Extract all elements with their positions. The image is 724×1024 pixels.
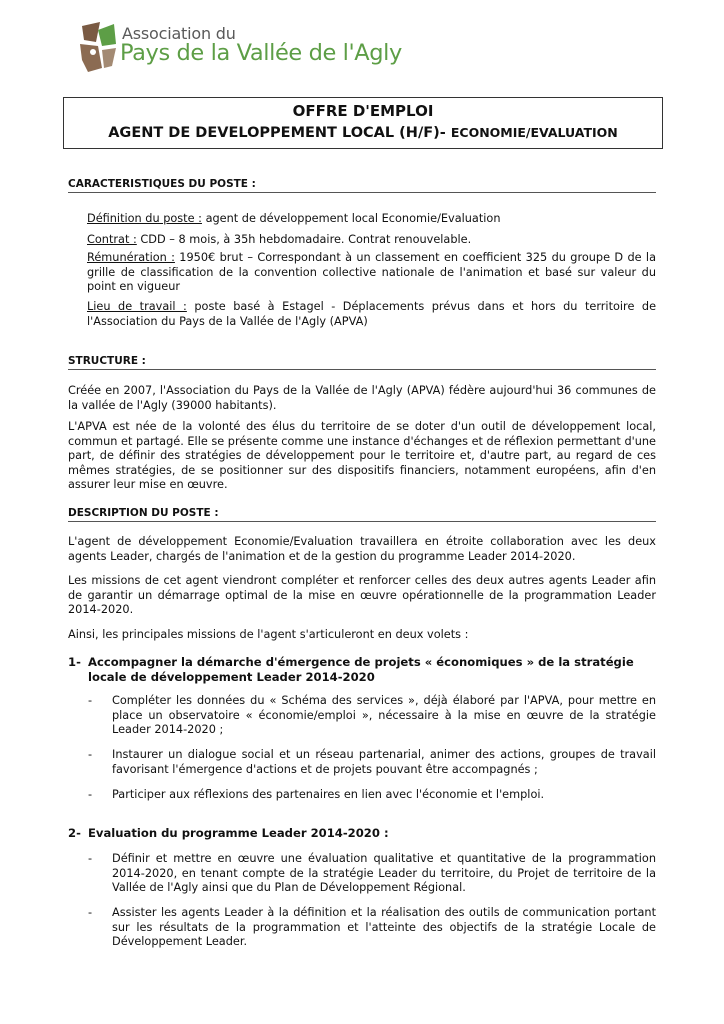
volet-1-title: Accompagner la démarche d'émergence de projets « économiques » de la stratégie locale de développement Leader 2014-2020 bbox=[88, 655, 634, 684]
logo-mark-icon bbox=[76, 20, 120, 74]
list-item-text: Instaurer un dialogue social et un réseau partenarial, animer des actions, groupes de travail favorisant l'émergence d'actions et de projets pouvant être accompagnés ; bbox=[112, 748, 656, 776]
bullet-dash: - bbox=[88, 748, 93, 761]
contrat-label: Contrat : bbox=[87, 233, 137, 246]
section-heading-description: DESCRIPTION DU POSTE : bbox=[68, 507, 656, 522]
bullet-dash: - bbox=[88, 906, 93, 919]
list-item-text: Assister les agents Leader à la définition et la réalisation des outils de communication portant sur les résultats de la programmation et l'atteinte des objectifs de la stratégie Locale de Développement Leader. bbox=[112, 906, 656, 949]
list-item bbox=[88, 788, 656, 803]
remuneration-line bbox=[87, 251, 656, 295]
lieu-value: poste basé à Estagel - Déplacements prévus dans et hors du territoire de l'Association du Pays de la Vallée de l'Agly (APVA) bbox=[87, 300, 657, 328]
lieu-label: Lieu de travail : bbox=[87, 300, 187, 313]
list-item bbox=[88, 748, 656, 778]
bullet-dash: - bbox=[88, 788, 93, 801]
description-paragraph-3: Ainsi, les principales missions de l'agent s'articuleront en deux volets : bbox=[68, 628, 469, 641]
description-paragraph-1: L'agent de développement Economie/Evaluation travaillera en étroite collaboration avec les deux agents Leader, chargés de l'animation et de la gestion du programme Leader 2014-2020. bbox=[68, 535, 656, 563]
bullet-dash: - bbox=[88, 694, 93, 707]
logo-line-2: Pays de la Vallée de l'Agly bbox=[120, 40, 402, 66]
offer-title: OFFRE D'EMPLOI bbox=[292, 102, 434, 120]
list-item-text: Participer aux réflexions des partenaires en lien avec l'économie et l'emploi. bbox=[112, 788, 545, 801]
description-paragraph-2: Les missions de cet agent viendront compléter et renforcer celles des deux autres agents Leader afin de garantir un démarrage optimal de la mise en œuvre opérationnelle de la programmation Leader 2014-2020. bbox=[68, 574, 656, 617]
definition-line bbox=[87, 212, 656, 227]
contrat-value: CDD – 8 mois, à 35h hebdomadaire. Contrat renouvelable. bbox=[140, 233, 472, 246]
contrat-line bbox=[87, 233, 656, 248]
remuneration-value: 1950€ brut – Correspondant à un classement en coefficient 325 du groupe D de la grille de classification de la convention collective nationale de l'animation et basé sur valeur du point en vigueur bbox=[87, 251, 656, 294]
volet-1-heading bbox=[68, 655, 656, 687]
definition-value: agent de développement local Economie/Evaluation bbox=[205, 212, 501, 225]
job-subtitle bbox=[64, 123, 662, 143]
remuneration-label: Rémunération : bbox=[87, 251, 175, 264]
volet-1-number: 1- bbox=[68, 655, 81, 669]
volet-2-title: Evaluation du programme Leader 2014-2020 : bbox=[88, 826, 389, 840]
logo-line-1: Association du bbox=[122, 24, 236, 43]
job-subtitle-main: AGENT DE DEVELOPPEMENT LOCAL (H/F)- bbox=[108, 125, 446, 141]
association-logo bbox=[76, 20, 402, 76]
structure-paragraph-1: Créée en 2007, l'Association du Pays de la Vallée de l'Agly (APVA) fédère aujourd'hui 36 communes de la vallée de l'Agly (39000 habitants). bbox=[68, 384, 656, 412]
bullet-dash: - bbox=[88, 852, 93, 865]
list-item bbox=[88, 694, 656, 739]
structure-paragraph-2: L'APVA est née de la volonté des élus du territoire de se doter d'un outil de développement local, commun et partagé. Elle se présente comme une instance d'échanges et de réflexion permettant d'une part, de définir des stratégies de développement pour le territoire et, d'autre part, au regard de ces mêmes stratégies, de se positionner sur des dispositifs financiers, notamment européens, afin d'en assurer leur mise en œuvre. bbox=[68, 420, 656, 492]
section-heading-structure: STRUCTURE : bbox=[68, 355, 656, 370]
section-heading-caracteristiques: CARACTERISTIQUES DU POSTE : bbox=[68, 178, 656, 193]
definition-label: Définition du poste : bbox=[87, 212, 202, 225]
job-title-box bbox=[63, 97, 663, 149]
list-item bbox=[88, 852, 656, 897]
lieu-line bbox=[87, 300, 656, 329]
job-subtitle-tail: ECONOMIE/EVALUATION bbox=[450, 125, 618, 140]
list-item bbox=[88, 906, 656, 951]
list-item-text: Définir et mettre en œuvre une évaluation qualitative et quantitative de la programmation 2014-2020, en tenant compte de la stratégie Leader du territoire, du Projet de territoire de la Vallée de l'Agly ainsi que du Plan de Développement Régional. bbox=[112, 852, 656, 895]
list-item-text: Compléter les données du « Schéma des services », déjà élaboré par l'APVA, pour mettre en place un observatoire « économie/emploi », nécessaire à la mise en œuvre de la stratégie Leader 2014-2020 ; bbox=[112, 694, 656, 737]
volet-2-number: 2- bbox=[68, 826, 81, 840]
volet-2-heading bbox=[68, 826, 656, 842]
